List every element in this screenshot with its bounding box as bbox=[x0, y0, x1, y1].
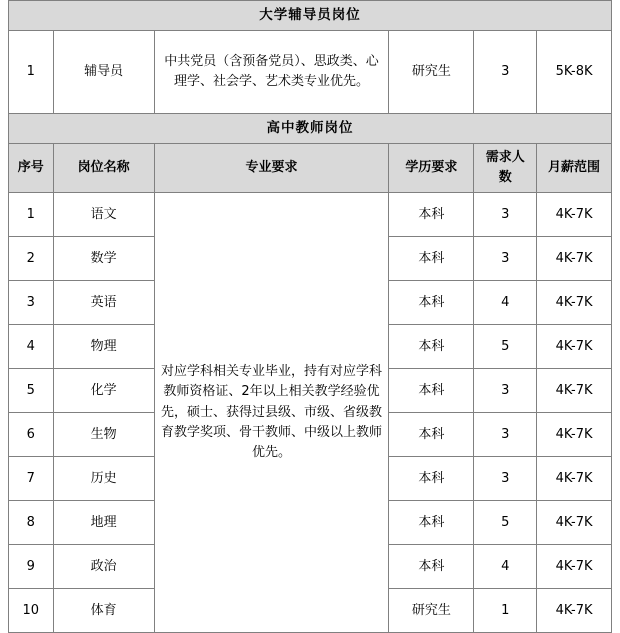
section-title: 高中教师岗位 bbox=[9, 113, 612, 143]
cell-salary: 4K-7K bbox=[537, 193, 612, 237]
cell-no: 6 bbox=[9, 413, 54, 457]
column-header-salary: 月薪范围 bbox=[537, 143, 612, 192]
section-title: 大学辅导员岗位 bbox=[9, 1, 612, 31]
cell-no: 1 bbox=[9, 193, 54, 237]
cell-position-name: 数学 bbox=[53, 237, 154, 281]
cell-salary: 5K-8K bbox=[537, 30, 612, 113]
cell-position-name: 历史 bbox=[53, 457, 154, 501]
cell-position-name: 化学 bbox=[53, 369, 154, 413]
cell-salary: 4K-7K bbox=[537, 457, 612, 501]
cell-position-name: 辅导员 bbox=[53, 30, 154, 113]
cell-position-name: 生物 bbox=[53, 413, 154, 457]
cell-education: 本科 bbox=[389, 281, 474, 325]
cell-salary: 4K-7K bbox=[537, 501, 612, 545]
cell-no: 1 bbox=[9, 30, 54, 113]
cell-education: 本科 bbox=[389, 369, 474, 413]
cell-position-name: 物理 bbox=[53, 325, 154, 369]
cell-salary: 4K-7K bbox=[537, 325, 612, 369]
cell-no: 5 bbox=[9, 369, 54, 413]
cell-count: 3 bbox=[474, 413, 537, 457]
cell-education: 本科 bbox=[389, 325, 474, 369]
section-header-university bbox=[9, 1, 612, 31]
cell-count: 3 bbox=[474, 193, 537, 237]
column-header-row bbox=[9, 143, 612, 192]
cell-no: 2 bbox=[9, 237, 54, 281]
table-row bbox=[9, 193, 612, 237]
cell-salary: 4K-7K bbox=[537, 369, 612, 413]
cell-education: 本科 bbox=[389, 413, 474, 457]
cell-education: 本科 bbox=[389, 193, 474, 237]
cell-no: 4 bbox=[9, 325, 54, 369]
column-header-count: 需求人数 bbox=[474, 143, 537, 192]
cell-education: 研究生 bbox=[389, 30, 474, 113]
job-positions-table bbox=[8, 0, 612, 633]
cell-count: 5 bbox=[474, 325, 537, 369]
cell-no: 7 bbox=[9, 457, 54, 501]
column-header-no: 序号 bbox=[9, 143, 54, 192]
cell-education: 本科 bbox=[389, 457, 474, 501]
cell-count: 3 bbox=[474, 457, 537, 501]
cell-position-name: 体育 bbox=[53, 589, 154, 633]
column-header-major: 专业要求 bbox=[154, 143, 389, 192]
cell-education: 本科 bbox=[389, 545, 474, 589]
cell-count: 3 bbox=[474, 237, 537, 281]
cell-position-name: 地理 bbox=[53, 501, 154, 545]
cell-salary: 4K-7K bbox=[537, 589, 612, 633]
cell-education: 本科 bbox=[389, 237, 474, 281]
section-header-highschool bbox=[9, 113, 612, 143]
cell-position-name: 英语 bbox=[53, 281, 154, 325]
cell-salary: 4K-7K bbox=[537, 237, 612, 281]
cell-major-requirement: 中共党员（含预备党员）、思政类、心理学、社会学、艺术类专业优先。 bbox=[154, 30, 389, 113]
cell-count: 5 bbox=[474, 501, 537, 545]
column-header-education: 学历要求 bbox=[389, 143, 474, 192]
cell-education: 本科 bbox=[389, 501, 474, 545]
cell-no: 10 bbox=[9, 589, 54, 633]
cell-no: 9 bbox=[9, 545, 54, 589]
cell-count: 4 bbox=[474, 281, 537, 325]
cell-count: 1 bbox=[474, 589, 537, 633]
cell-salary: 4K-7K bbox=[537, 545, 612, 589]
cell-major-requirement-shared: 对应学科相关专业毕业，持有对应学科教师资格证、2年以上相关教学经验优先，硕士、获得过县级、市级、省级教育教学奖项、骨干教师、中级以上教师优先。 bbox=[154, 193, 389, 633]
cell-position-name: 政治 bbox=[53, 545, 154, 589]
cell-no: 8 bbox=[9, 501, 54, 545]
cell-salary: 4K-7K bbox=[537, 281, 612, 325]
table-row bbox=[9, 30, 612, 113]
cell-salary: 4K-7K bbox=[537, 413, 612, 457]
column-header-name: 岗位名称 bbox=[53, 143, 154, 192]
cell-count: 4 bbox=[474, 545, 537, 589]
cell-count: 3 bbox=[474, 30, 537, 113]
cell-education: 研究生 bbox=[389, 589, 474, 633]
cell-position-name: 语文 bbox=[53, 193, 154, 237]
cell-count: 3 bbox=[474, 369, 537, 413]
cell-no: 3 bbox=[9, 281, 54, 325]
